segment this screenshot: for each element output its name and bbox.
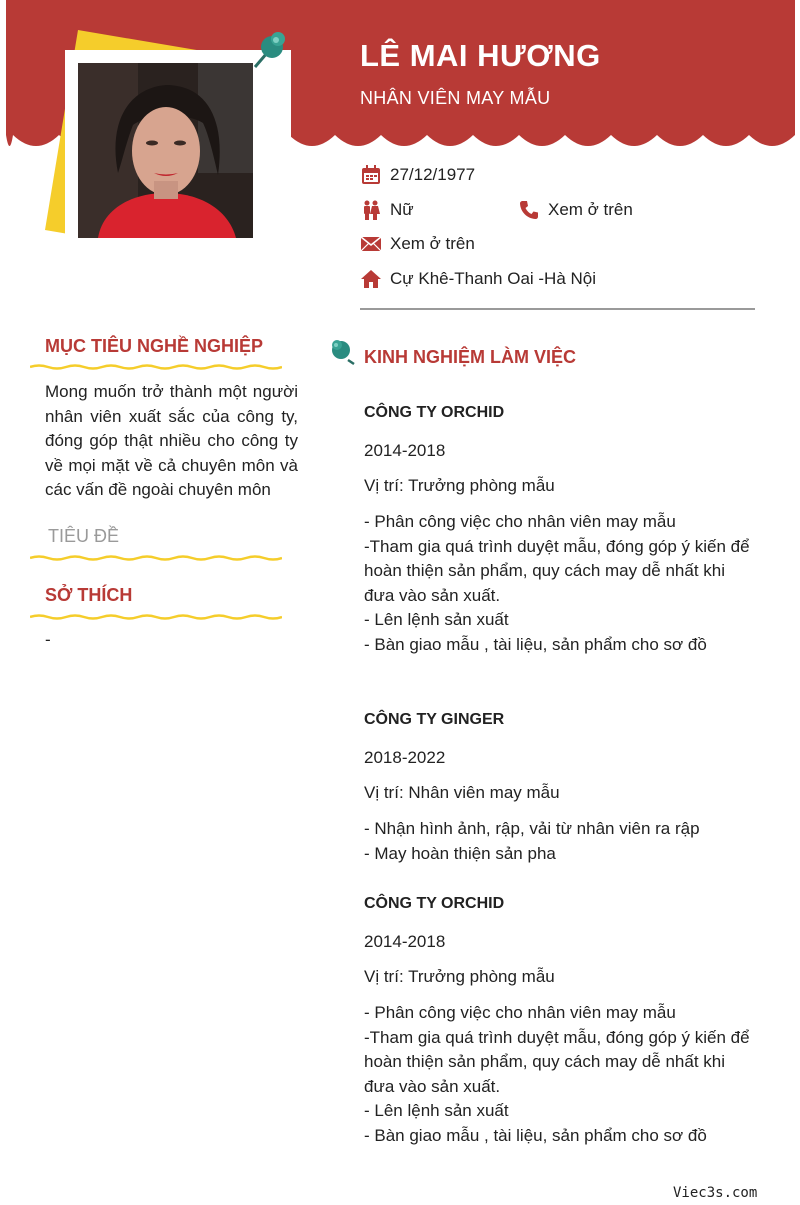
- objective-underline: [30, 362, 282, 372]
- contact-phone: [518, 199, 633, 221]
- address-value: Cự Khê-Thanh Oai -Hà Nội: [390, 269, 597, 288]
- calendar-icon: [360, 164, 382, 186]
- email-value[interactable]: Xem ở trên: [390, 234, 475, 253]
- job-period: 2018-2022: [364, 748, 446, 767]
- contact-gender: [360, 199, 414, 221]
- experience-heading: KINH NGHIỆM LÀM VIỆC: [364, 347, 577, 367]
- duty-item: - May hoàn thiện sản pha: [364, 843, 556, 863]
- hobbies-heading: SỞ THÍCH: [45, 585, 133, 605]
- contact-address: [360, 268, 596, 290]
- avatar[interactable]: [78, 63, 253, 238]
- duty-item: - Phân công việc cho nhân viên may mẫu: [364, 512, 676, 531]
- job-duties: [364, 1001, 754, 1148]
- job-position: Vị trí: Trưởng phòng mẫu: [364, 967, 555, 986]
- contact-email: [360, 233, 475, 255]
- placeholder-heading[interactable]: TIÊU ĐỀ: [48, 526, 120, 546]
- job-entry: [364, 404, 754, 657]
- company-name: CÔNG TY GINGER: [364, 711, 505, 728]
- job-position: Vị trí: Trưởng phòng mẫu: [364, 476, 555, 495]
- hobbies-text: -: [45, 630, 51, 649]
- job-entry: [364, 711, 754, 866]
- gender-value: Nữ: [390, 200, 414, 219]
- duty-item: -Tham gia quá trình duyệt mẫu, đóng góp ý kiến để hoàn thiện sản phẩm, quy cách may dễ nhất khi đưa vào sản xuất.: [364, 1027, 750, 1096]
- job-period: 2014-2018: [364, 441, 446, 460]
- company-name: CÔNG TY ORCHID: [364, 895, 505, 912]
- phone-icon: [518, 199, 540, 221]
- profile-photo-block: [40, 25, 300, 275]
- phone-value[interactable]: Xem ở trên: [548, 200, 633, 219]
- site-watermark: Viec3s.com: [673, 1185, 758, 1201]
- hobbies-underline: [30, 612, 282, 622]
- photo-frame: [65, 50, 291, 276]
- objective-text: Mong muốn trở thành một người nhân viên xuất sắc của công ty, đóng góp thật nhiều cho công ty về mọi mặt về cả chuyên môn và các vấn đề ngoài chuyên môn: [45, 382, 298, 499]
- duty-item: - Lên lệnh sản xuất: [364, 1101, 509, 1120]
- job-period: 2014-2018: [364, 932, 446, 951]
- contact-divider: [360, 308, 755, 310]
- duty-item: - Phân công việc cho nhân viên may mẫu: [364, 1003, 676, 1022]
- duty-item: - Bàn giao mẫu , tài liệu, sản phẩm cho sơ đồ: [364, 1125, 707, 1145]
- candidate-name: LÊ MAI HƯƠNG: [360, 38, 601, 73]
- pin-icon: [245, 25, 295, 75]
- duty-item: - Bàn giao mẫu , tài liệu, sản phẩm cho sơ đồ: [364, 634, 707, 654]
- envelope-icon: [360, 233, 382, 255]
- birthday-value: 27/12/1977: [390, 165, 476, 184]
- home-icon: [360, 268, 382, 290]
- job-entry: [364, 895, 754, 1148]
- placeholder-underline: [30, 553, 282, 563]
- objective-heading: MỤC TIÊU NGHỀ NGHIỆP: [45, 336, 264, 356]
- company-name: CÔNG TY ORCHID: [364, 404, 505, 421]
- duty-item: -Tham gia quá trình duyệt mẫu, đóng góp ý kiến để hoàn thiện sản phẩm, quy cách may dễ nhất khi đưa vào sản xuất.: [364, 536, 750, 605]
- duty-item: - Lên lệnh sản xuất: [364, 610, 509, 629]
- job-position: Vị trí: Nhân viên may mẫu: [364, 783, 560, 802]
- job-duties: [364, 510, 754, 657]
- gender-icon: [360, 199, 382, 221]
- contact-birthday: [360, 164, 475, 186]
- pushpin-icon: [328, 336, 356, 366]
- job-duties: [364, 817, 754, 866]
- duty-item: - Nhận hình ảnh, rập, vải từ nhân viên ra rập: [364, 819, 700, 838]
- job-title: NHÂN VIÊN MAY MẪU: [360, 88, 551, 108]
